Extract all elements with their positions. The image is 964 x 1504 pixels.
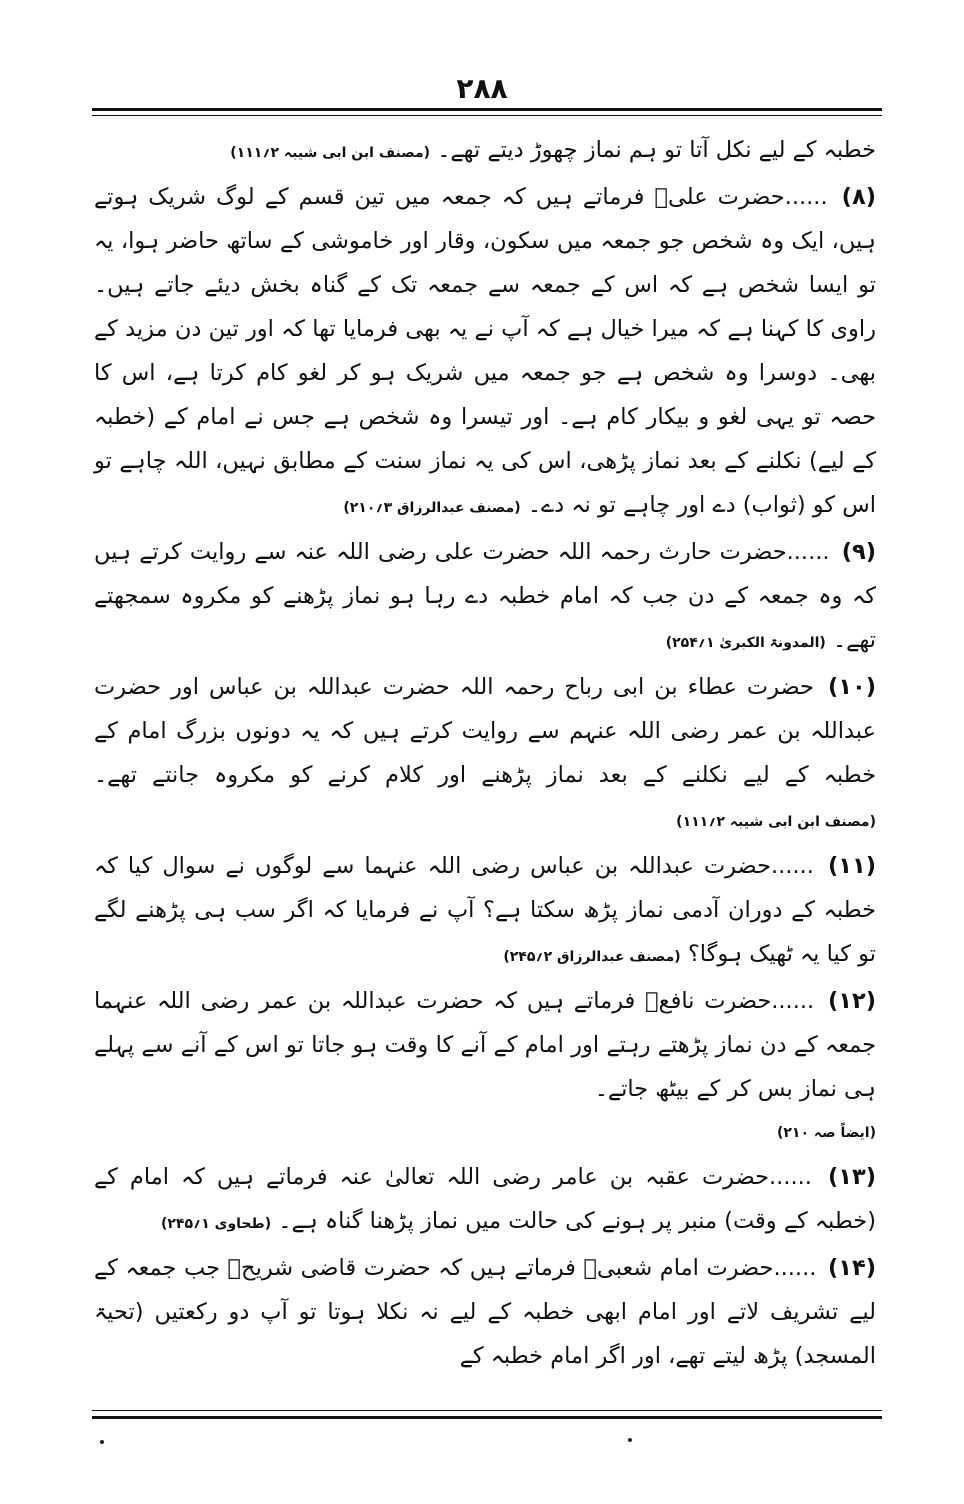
citation: (مصنف عبدالرزاق ۲؍۲۴۵): [503, 949, 681, 965]
paragraph-text: ......حضرت علیؓ فرماتے ہیں کہ جمعہ میں تین قسم کے لوگ شریک ہوتے ہیں، ایک وہ شخص جو جمعہ میں سکون، وقار اور خاموشی کے ساتھ حاضر ہوا، یہ تو ایسا شخص ہے کہ اس کے جمعہ سے جمعہ تک کے گناہ بخش دیئے جاتے ہیں۔ راوی کا کہنا ہے کہ میرا خیال ہے کہ آپ نے یہ بھی فرمایا تھا کہ اور تین دن مزید کے بھی۔ دوسرا وہ شخص ہے جو جمعہ میں شریک ہو کر لغو کام کرتا ہے، اس کا حصہ تو یہی لغو و بیکار کام ہے۔ اور تیسرا وہ شخص ہے جس نے امام کے (خطبہ کے لیے) نکلنے کے بعد نماز پڑھی، اس کی یہ نماز سنت کے مطابق نہیں، اللہ چاہے تو اس کو (ثواب) دے اور چاہے تو نہ دے۔: [94, 184, 876, 518]
page-number: ۲۸۸: [456, 72, 508, 105]
paragraph-text: ......حضرت نافعؒ فرماتے ہیں کہ حضرت عبداللہ بن عمر رضی اللہ عنہما جمعہ کے دن نماز پڑھتے رہتے اور امام کے آنے کا وقت ہو جاتا تو اس کے آنے سے پہلے ہی نماز بس کر کے بیٹھ جاتے۔: [94, 988, 876, 1102]
footer-rule-thin: [92, 1410, 882, 1411]
paragraph-number: (۸): [841, 184, 876, 210]
citation: (المدونۃ الکبریٰ ۱؍۲۵۴): [665, 635, 826, 651]
paragraph-14: [94, 1246, 876, 1378]
scan-speck: [100, 1440, 104, 1444]
paragraph-number: (۱۱): [827, 853, 876, 879]
paragraph-13: [94, 1155, 876, 1246]
body-text: [94, 128, 876, 1378]
header-rule-thin: [92, 115, 882, 116]
citation: (مصنف ابن ابی شیبہ ۲؍۱۱۱): [676, 814, 876, 830]
citation: (مصنف ابن ابی شیبہ ۲؍۱۱۱): [230, 145, 431, 161]
footer-rule-thick: [92, 1416, 882, 1419]
citation: (مصنف عبدالرزاق ۳؍۲۱۰): [343, 500, 521, 516]
paragraph-text: ......حضرت امام شعبیؒ فرماتے ہیں کہ حضرت قاضی شریحؒ جب جمعہ کے لیے تشریف لاتے اور امام ابھی خطبہ کے لیے نہ نکلا ہوتا تو آپ دو رکعتیں (تحیۃ المسجد) پڑھ لیتے تھے، اور اگر امام خطبہ کے: [94, 1255, 876, 1369]
header-rule-thick: [92, 108, 882, 111]
paragraph-11: [94, 844, 876, 979]
citation: (ایضاً صہ ۲۱۰): [776, 1125, 876, 1141]
paragraph-number: (۱۳): [827, 1164, 876, 1190]
paragraph-number: (۱۴): [827, 1255, 876, 1281]
citation: (طحاوی ۱؍۲۴۵): [160, 1216, 272, 1232]
scan-speck: [628, 1438, 632, 1442]
paragraph-intro: [94, 128, 876, 175]
paragraph-9: [94, 530, 876, 665]
paragraph-text: حضرت عطاء بن ابی رباح رحمہ اللہ حضرت عبداللہ بن عباس اور حضرت عبداللہ بن عمر رضی اللہ عنہم سے روایت کرتے ہیں کہ یہ دونوں بزرگ امام کے خطبہ کے لیے نکلنے کے بعد نماز پڑھنے اور کلام کرنے کو مکروہ جانتے تھے۔: [94, 674, 876, 788]
paragraph-number: (۱۲): [827, 988, 877, 1014]
paragraph-text: ......حضرت عبداللہ بن عباس رضی اللہ عنہما سے لوگوں نے سوال کیا کہ خطبہ کے دوران آدمی نماز پڑھ سکتا ہے؟ آپ نے فرمایا کہ اگر سب ہی پڑھنے لگے تو کیا یہ ٹھیک ہوگا؟: [94, 853, 876, 967]
paragraph-text: ......حضرت حارث رحمہ اللہ حضرت علی رضی اللہ عنہ سے روایت کرتے ہیں کہ وہ جمعہ کے دن جب کہ امام خطبہ دے رہا ہو نماز پڑھنے کو مکروہ سمجھتے تھے۔: [94, 539, 876, 653]
paragraph-text: ......حضرت عقبہ بن عامر رضی اللہ تعالیٰ عنہ فرماتے ہیں کہ امام کے (خطبہ کے وقت) منبر پر ہونے کی حالت میں نماز پڑھنا گناہ ہے۔: [94, 1164, 876, 1234]
paragraph-8: [94, 175, 876, 530]
paragraph-number: (۱۰): [827, 674, 877, 700]
paragraph-12: [94, 979, 876, 1155]
paragraph-10: [94, 665, 876, 844]
paragraph-text: خطبہ کے لیے نکل آتا تو ہم نماز چھوڑ دیتے تھے۔: [437, 137, 876, 163]
paragraph-number: (۹): [841, 539, 877, 565]
